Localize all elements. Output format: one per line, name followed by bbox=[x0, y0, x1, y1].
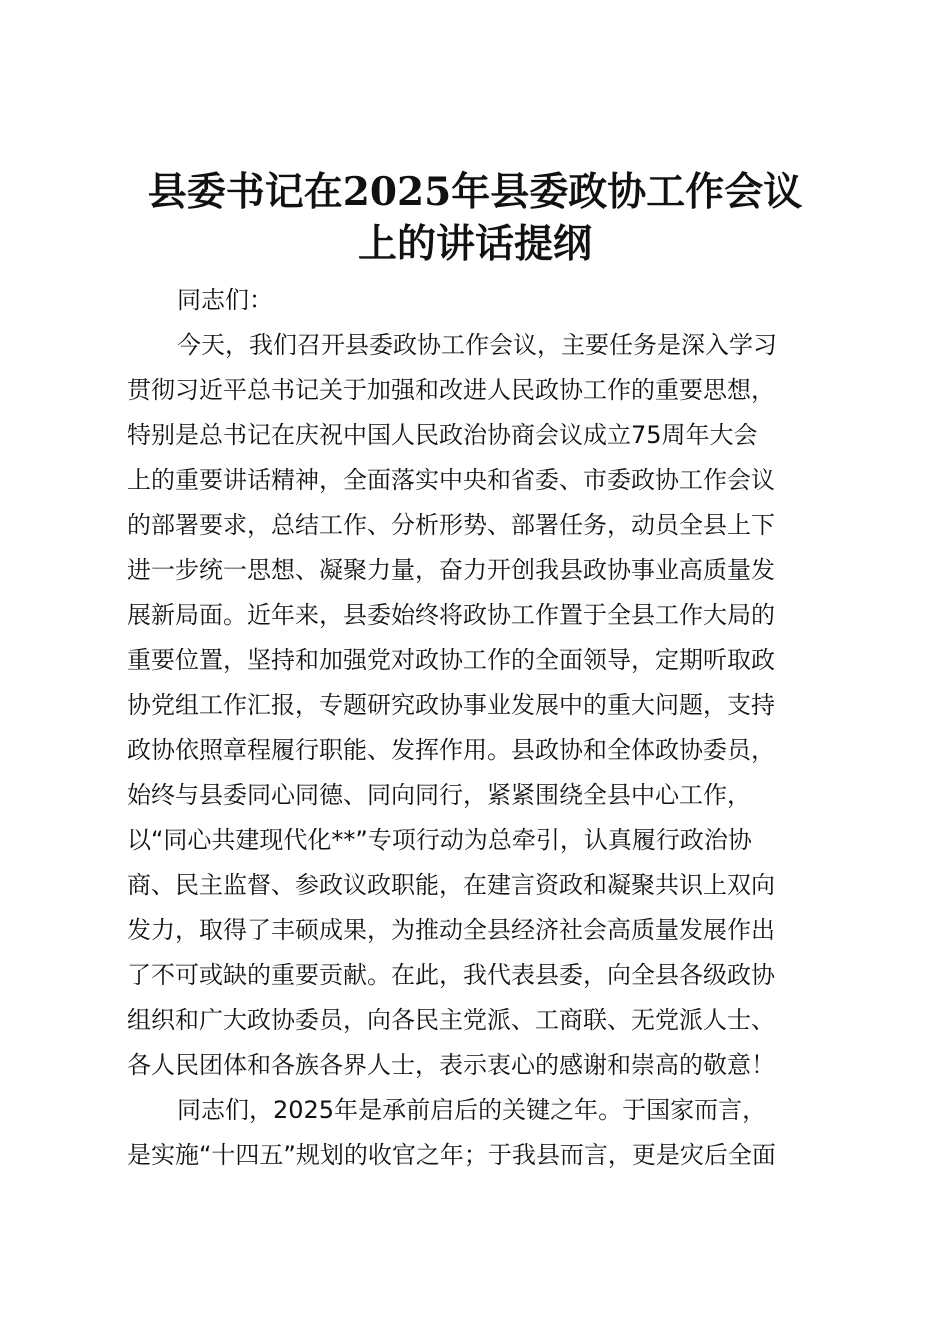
body-line: 是实施“十四五”规划的收官之年；于我县而言，更是灾后全面 bbox=[127, 1141, 776, 1169]
body-line: 组织和广大政协委员，向各民主党派、工商联、无党派人士、 bbox=[127, 1006, 775, 1034]
body-line: 各人民团体和各族各界人士，表示衷心的感谢和崇高的敬意！ bbox=[127, 1051, 775, 1079]
title-line-2: 上的讲话提纲 bbox=[357, 221, 592, 267]
body-line: 发力，取得了丰硕成果，为推动全县经济社会高质量发展作出 bbox=[127, 916, 775, 944]
body-line: 始终与县委同心同德、同向同行，紧紧围绕全县中心工作， bbox=[127, 781, 751, 809]
body-line: 商、民主监督、参政议政职能，在建言资政和凝聚共识上双向 bbox=[127, 871, 775, 899]
body-line: 特别是总书记在庆祝中国人民政治协商会议成立75周年大会 bbox=[127, 421, 758, 449]
body-line: 上的重要讲话精神，全面落实中央和省委、市委政协工作会议 bbox=[127, 466, 775, 494]
body-line: 今天，我们召开县委政协工作会议，主要任务是深入学习 bbox=[177, 331, 777, 359]
document-body bbox=[127, 278, 827, 1178]
body-line: 政协依照章程履行职能、发挥作用。县政协和全体政协委员， bbox=[127, 736, 775, 764]
body-line: 展新局面。近年来，县委始终将政协工作置于全县工作大局的 bbox=[127, 601, 775, 629]
body-line: 重要位置，坚持和加强党对政协工作的全面领导，定期听取政 bbox=[127, 646, 775, 674]
body-line: 了不可或缺的重要贡献。在此，我代表县委，向全县各级政协 bbox=[127, 961, 775, 989]
document-title bbox=[120, 166, 830, 270]
body-line: 以“同心共建现代化**”专项行动为总牵引，认真履行政治协 bbox=[127, 826, 752, 854]
body-line: 同志们，2025年是承前启后的关键之年。于国家而言， bbox=[177, 1096, 767, 1124]
body-line: 同志们： bbox=[177, 286, 273, 314]
title-line-1: 县委书记在2025年县委政协工作会议 bbox=[147, 169, 803, 215]
body-line: 协党组工作汇报，专题研究政协事业发展中的重大问题，支持 bbox=[127, 691, 775, 719]
body-line: 的部署要求，总结工作、分析形势、部署任务，动员全县上下 bbox=[127, 511, 775, 539]
body-line: 进一步统一思想、凝聚力量，奋力开创我县政协事业高质量发 bbox=[127, 556, 775, 584]
body-line: 贯彻习近平总书记关于加强和改进人民政协工作的重要思想， bbox=[127, 376, 775, 404]
